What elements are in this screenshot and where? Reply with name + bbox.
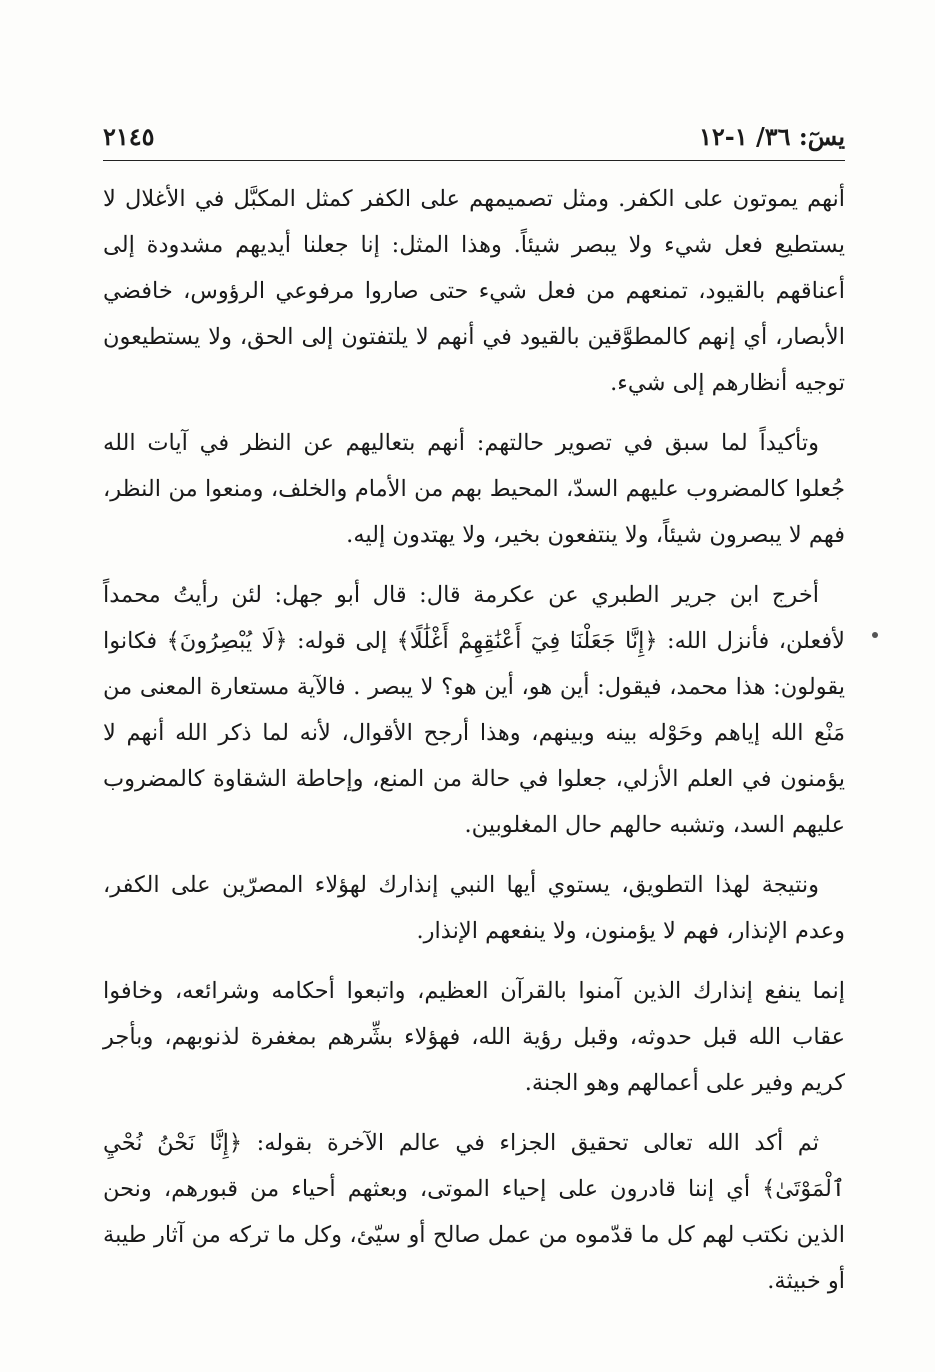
body-text — [103, 176, 845, 1318]
paragraph-5: إنما ينفع إنذارك الذين آمنوا بالقرآن العظيم، واتبعوا أحكامه وشرائعه، وخافوا عقاب الله قبل حدوثه، وقبل رؤية الله، فهؤلاء بشِّرهم بمغفرة لذنوبهم، وبأجر كريم وفير على أعمالهم وهو الجنة. — [103, 978, 845, 1096]
paragraph-6: ثم أكد الله تعالى تحقيق الجزاء في عالم الآخرة بقوله: ﴿إِنَّا نَحْنُ نُحْيِ ٱلْمَوْتَىٰ﴾ أي إننا قادرون على إحياء الموتى، وبعثهم أحياء من قبورهم، ونحن الذين نكتب لهم كل ما قدّموه من عمل صالح أو سيّئ، وكل ما تركه من آثار طيبة أو خبيثة. — [103, 1130, 845, 1294]
paragraph-4: ونتيجة لهذا التطويق، يستوي أيها النبي إنذارك لهؤلاء المصرّين على الكفر، وعدم الإنذار، فهم لا يؤمنون، ولا ينفعهم الإنذار. — [103, 872, 845, 944]
header-divider — [103, 160, 845, 161]
page-number: ٢١٤٥ — [103, 122, 155, 151]
paragraph-2: وتأكيداً لما سبق في تصوير حالتهم: أنهم بتعاليهم عن النظر في آيات الله جُعلوا كالمضروب عليهم السدّ، المحيط بهم من الأمام والخلف، ومنعوا من النظر، فهم لا يبصرون شيئاً، ولا ينتفعون بخير، ولا يهتدون إليه. — [103, 430, 845, 548]
paragraph-1: أنهم يموتون على الكفر. ومثل تصميمهم على الكفر كمثل المكبَّل في الأغلال لا يستطيع فعل شيء ولا يبصر شيئاً. وهذا المثل: إنا جعلنا أيديهم مشدودة إلى أعناقهم بالقيود، تمنعهم من فعل شيء حتى صاروا مرفوعي الرؤوس، خافضي الأبصار، أي إنهم كالمطوَّقين بالقيود في أنهم لا يلتفتون إلى الحق، ولا يستطيعون توجيه أنظارهم إلى شيء. — [103, 186, 845, 396]
running-title: يسٓ: ٣٦/ ١-١٢ — [698, 122, 845, 151]
paragraph-3: أخرج ابن جرير الطبري عن عكرمة قال: قال أبو جهل: لئن رأيتُ محمداً لأفعلن، فأنزل الله: ﴿إِنَّا جَعَلْنَا فِيٓ أَعْنَٰقِهِمْ أَغْلَٰلًا﴾ إلى قوله: ﴿لَا يُبْصِرُونَ﴾ فكانوا يقولون: هذا محمد، فيقول: أين هو، أين هو؟ لا يبصر . فالآية مستعارة المعنى من مَنْع الله إياهم وحَوْله بينه وبينهم، وهذا أرجح الأقوال، لأنه لما ذكر الله أنهم لا يؤمنون في العلم الأزلي، جعلوا في حالة من المنع، وإحاطة الشقاوة كالمضروب عليهم السد، وتشبه حالهم حال المغلوبين. — [103, 582, 845, 838]
page-header — [103, 118, 845, 158]
scan-speck — [872, 632, 878, 638]
